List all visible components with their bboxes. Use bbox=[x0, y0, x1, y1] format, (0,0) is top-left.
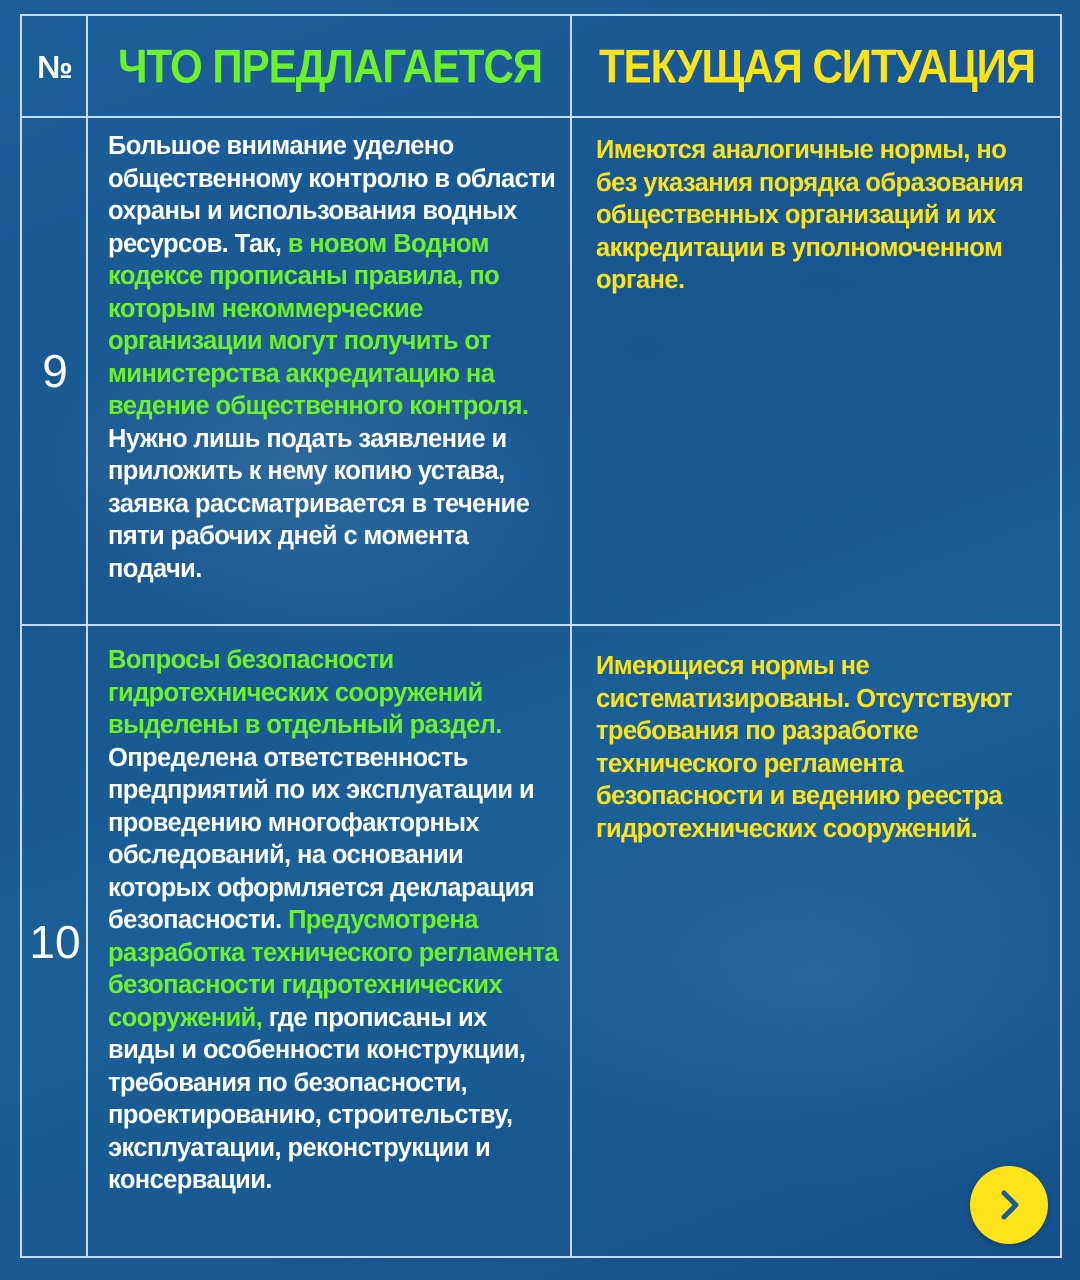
row-9-proposed-part-1: Большое внимание уделено общественному контролю в области охраны и использования водных ресурсов. Так, bbox=[108, 132, 556, 258]
row-9-proposed-text bbox=[108, 130, 558, 585]
row-10-current-text bbox=[596, 650, 1051, 845]
row-number-10: 10 bbox=[29, 916, 81, 968]
header-number: № bbox=[37, 48, 73, 85]
chevron-right-icon bbox=[989, 1185, 1029, 1225]
column-divider-2 bbox=[570, 16, 572, 1256]
row-10-current-part: Имеющиеся нормы не систематизированы. Отсутствуют требования по разработке технического регламента безопасности и ведению реестра гидротехнических сооружений. bbox=[596, 652, 1012, 843]
row-9-proposed-part-2: в новом Водном кодексе прописаны правила, по которым некоммерческие организации могут получить от министерства аккредитацию на ведение общественного контроля. bbox=[108, 229, 529, 420]
row-9-current-text bbox=[596, 134, 1051, 297]
row-10-proposed-part-3: Предусмотрена разработка технического регламента безопасности гидротехнических сооружений, bbox=[108, 906, 558, 1032]
header-current: ТЕКУЩАЯ СИТУАЦИЯ bbox=[599, 40, 1035, 93]
row-9-current-part: Имеются аналогичные нормы, но без указания порядка образования общественных организаций и их аккредитации в уполномоченном органе. bbox=[596, 136, 1024, 294]
row-divider bbox=[22, 624, 1060, 626]
row-10-proposed-part-2: Определена ответственность предприятий по их эксплуатации и проведению многофакторных обследований, на основании которых оформляется декларация безопасности. bbox=[108, 743, 535, 934]
row-10-proposed-text bbox=[108, 644, 558, 1197]
row-10-proposed-part-1: Вопросы безопасности гидротехнических сооружений выделены в отдельный раздел. bbox=[108, 646, 502, 739]
row-9-proposed-part-3: Нужно лишь подать заявление и приложить к нему копию устава, заявка рассматривается в течение пяти рабочих дней с момента подачи. bbox=[108, 424, 530, 583]
header-proposed: ЧТО ПРЕДЛАГАЕТСЯ bbox=[117, 40, 543, 93]
comparison-table bbox=[20, 14, 1062, 1258]
row-10-proposed-part-4: где прописаны их виды и особенности конструкции, требования по безопасности, проектированию, строительству, эксплуатации, реконструкции и консервации. bbox=[108, 1003, 526, 1194]
next-slide-button[interactable] bbox=[970, 1166, 1048, 1244]
row-number-9: 9 bbox=[42, 345, 68, 397]
